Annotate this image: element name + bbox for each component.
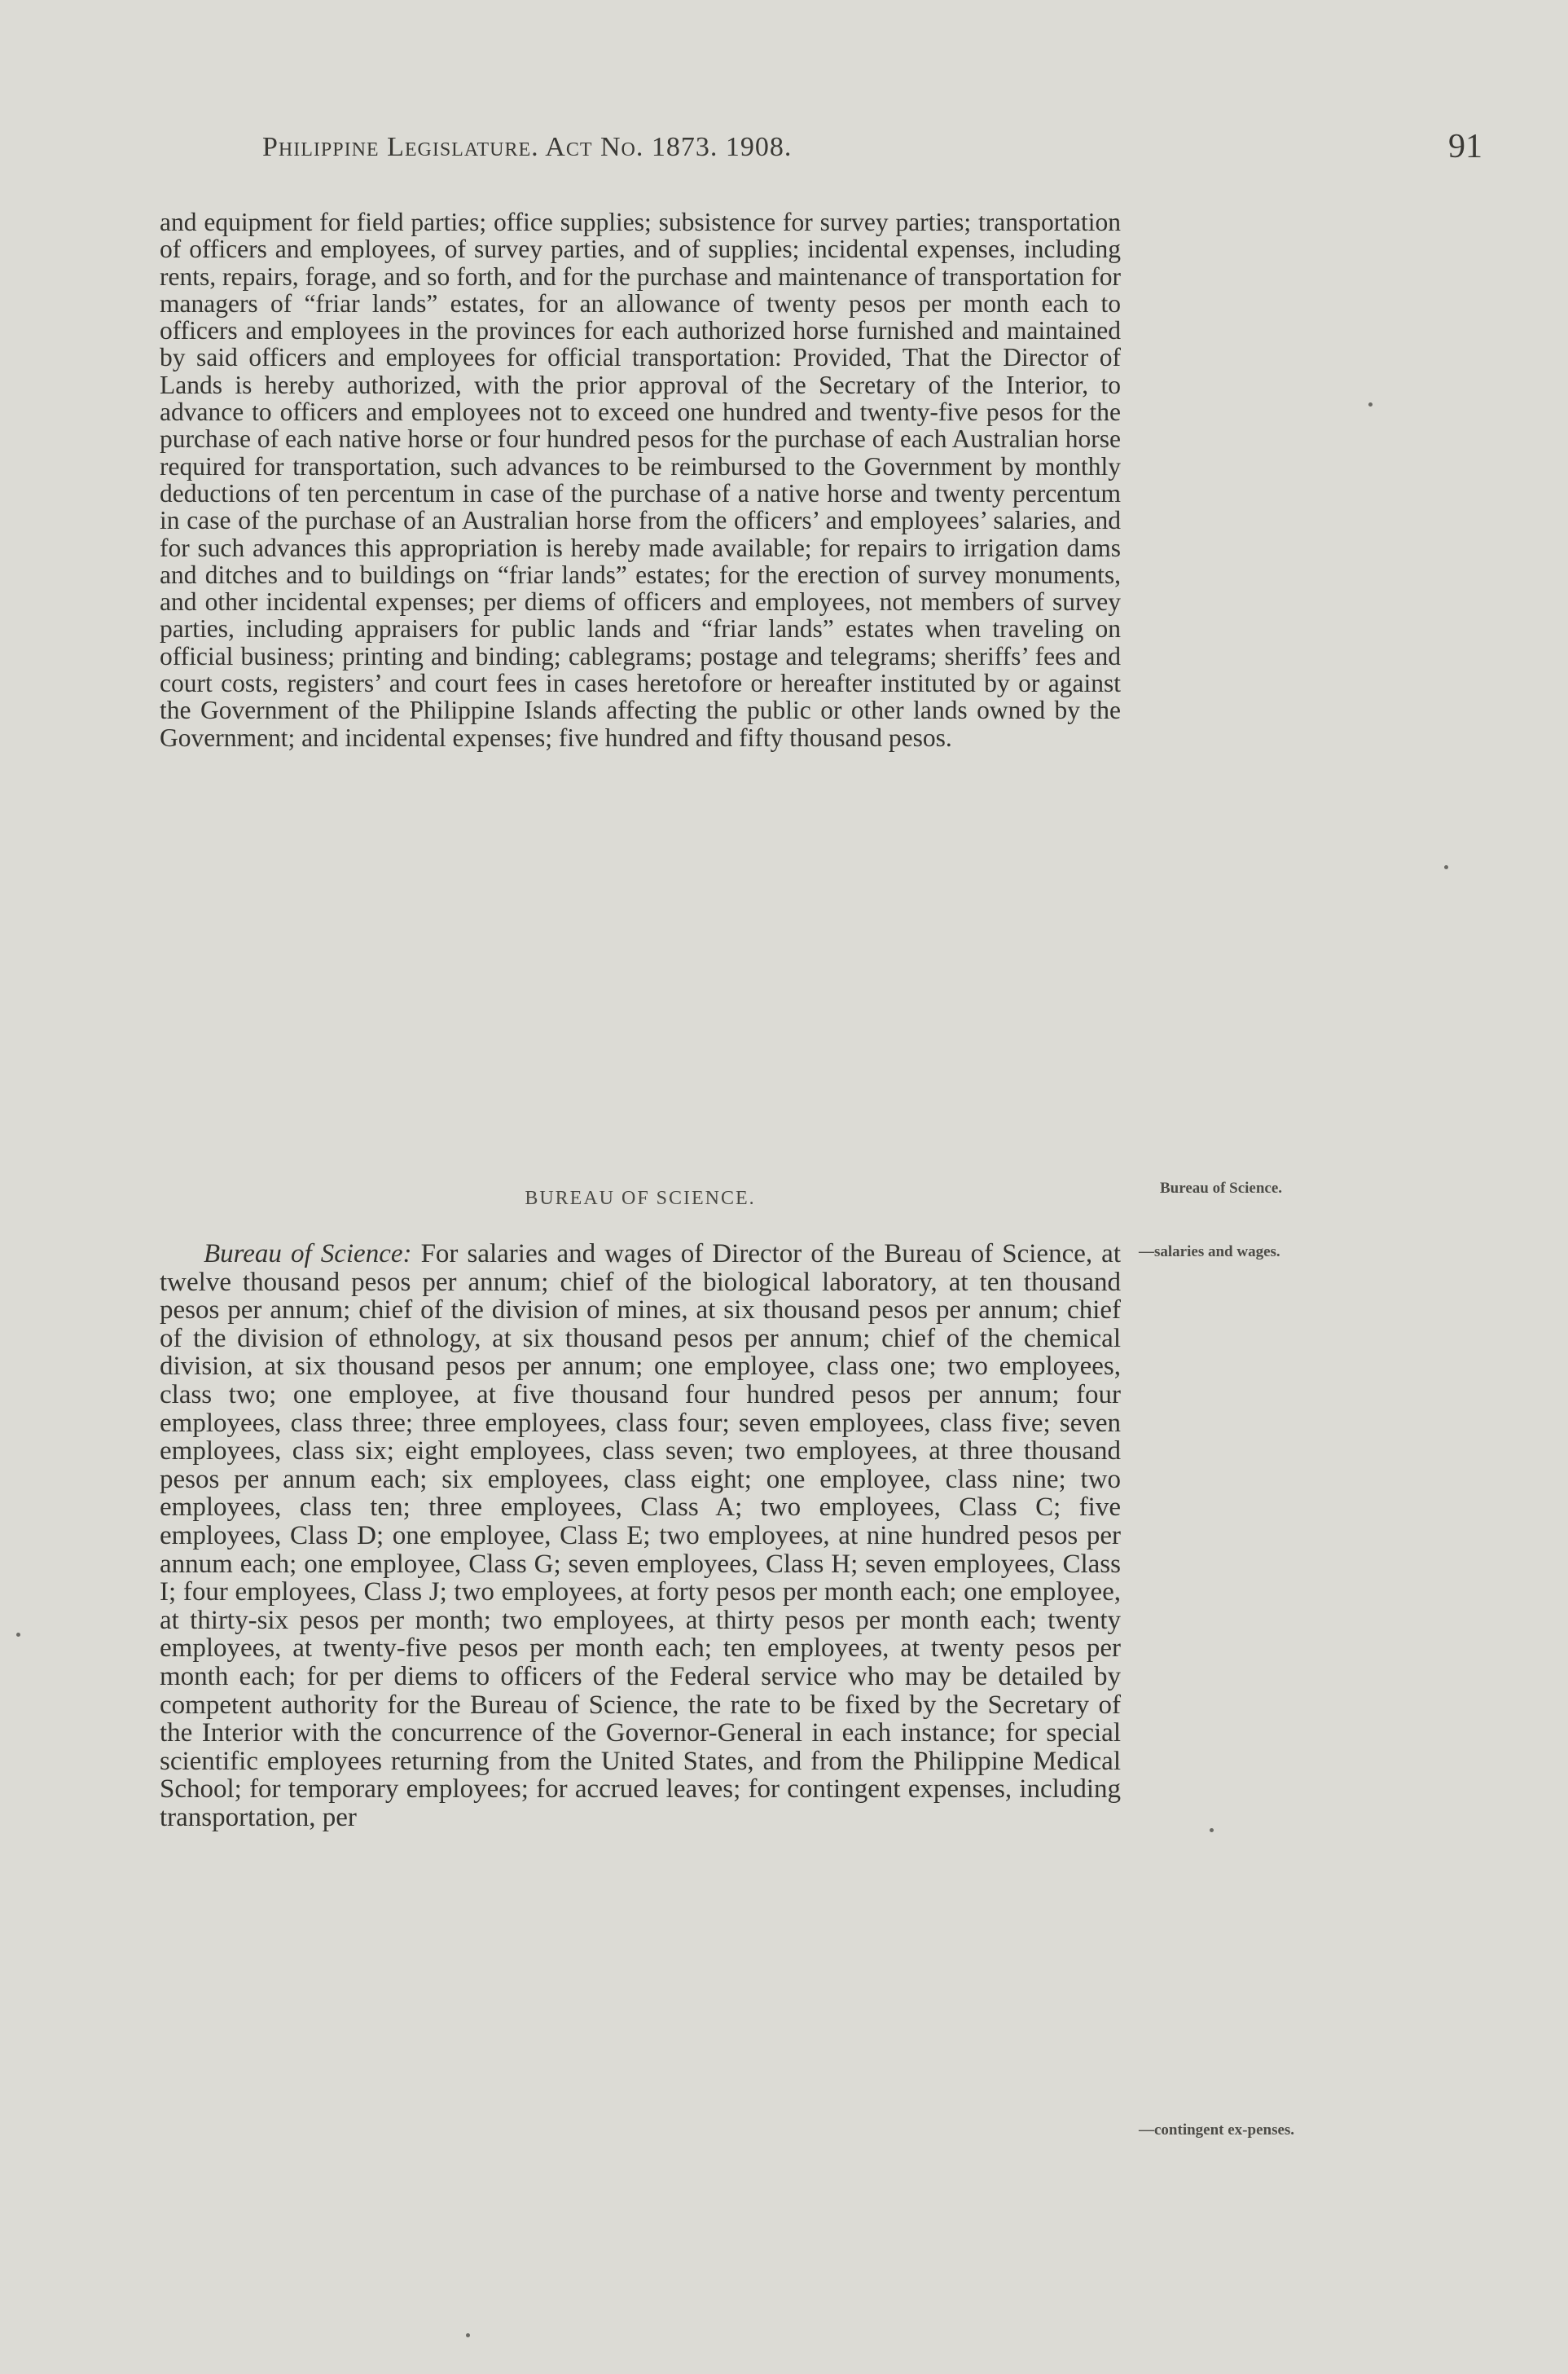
page-number: 91 — [1448, 128, 1482, 165]
running-title: Philippine Legislature. Act No. 1873. 1908. — [262, 132, 793, 162]
scan-speck — [16, 1633, 20, 1637]
paragraph-bureau-of-science — [160, 1240, 1121, 1831]
paragraph-text: For salaries and wages of Director of the Bureau of Science, at twelve thousand pesos per annum; chief of the biological laboratory, at ten thousand pesos per annum; chief of the division of mines, at six thousand pesos per annum; chief of the division of ethnology, at six thousand pesos per annum; chief of the chemical division, at six thousand pesos per annum; one employee, class one; two employees, class two; one employee, at five thousand four hundred pesos per annum; four employees, class three; three employees, class four; seven employees, class five; seven employees, class six; eight employees, class seven; two employees, at three thousand pesos per annum each; six employees, class eight; one employee, class nine; two employees, class ten; three employees, Class A; two employees, Class C; five employees, Class D; one employee, Class E; two employees, at nine hundred pesos per annum each; one employee, Class G; seven employees, Class H; seven employees, Class I; four employees, Class J; two employees, at forty pesos per month each; one employee, at thirty-six pesos per month; two employees, at thirty pesos per month each; twenty employees, at twenty-five pesos per month each; ten employees, at twenty pesos per month each; for per diems to officers of the Federal service who may be detailed by competent authority for the Bureau of Science, the rate to be fixed by the Secretary of the Interior with the concurrence of the Governor-General in each instance; for special scientific employees returning from the United States, and from the Philippine Medical School; for temporary employees; for accrued leaves; for contingent expenses, including transportation, per — [160, 1239, 1121, 1832]
running-head — [0, 128, 1568, 173]
paragraph-lands-appropriation: and equipment for field parties; office supplies; subsistence for survey parties; transportation of officers and employees, of survey parties, and of supplies; incidental expenses, including rents, repairs, forage, and so forth, and for the purchase and maintenance of transportation for managers of “friar lands” estates, for an allowance of twenty pesos per month each to officers and employees in the provinces for each authorized horse furnished and maintained by said officers and employees for official transportation: Provided, That the Director of Lands is hereby authorized, with the prior approval of the Secretary of the Interior, to advance to officers and employees not to exceed one hundred and twenty-five pesos for the purchase of each native horse or four hundred pesos for the purchase of each Australian horse required for transportation, such advances to be reimbursed to the Government by monthly deductions of ten percentum in case of the purchase of a native horse and twenty percentum in case of the purchase of an Australian horse from the officers’ and employees’ salaries, and for such advances this appropriation is hereby made available; for repairs to irrigation dams and ditches and to buildings on “friar lands” estates; for the erection of survey monuments, and other incidental expenses; per diems of officers and employees, not members of survey parties, including appraisers for public lands and “friar lands” estates when traveling on official business; printing and binding; cablegrams; postage and telegrams; sheriffs’ fees and court costs, registers’ and court fees in cases heretofore or hereafter instituted by or against the Government of the Philippine Islands affecting the public or other lands owned by the Government; and incidental expenses; five hundred and fifty thousand pesos. — [160, 208, 1121, 752]
sidenote-contingent-expenses — [1139, 2121, 1391, 2139]
scan-speck — [1368, 402, 1373, 407]
sidenote-salaries-and-wages: —salaries and wages. — [1139, 1243, 1280, 1260]
inline-heading: Bureau of Science: — [204, 1239, 412, 1268]
sidenote-bureau-of-science: Bureau of Science. — [1160, 1180, 1283, 1197]
scan-speck — [1444, 865, 1448, 869]
sidenote-contingent-text: —contingent ex-penses. — [1139, 2121, 1295, 2139]
scan-speck — [466, 2333, 470, 2337]
paragraph-body — [160, 1240, 1121, 1831]
scan-speck — [1210, 1828, 1214, 1832]
section-heading: BUREAU OF SCIENCE. — [525, 1188, 756, 1209]
